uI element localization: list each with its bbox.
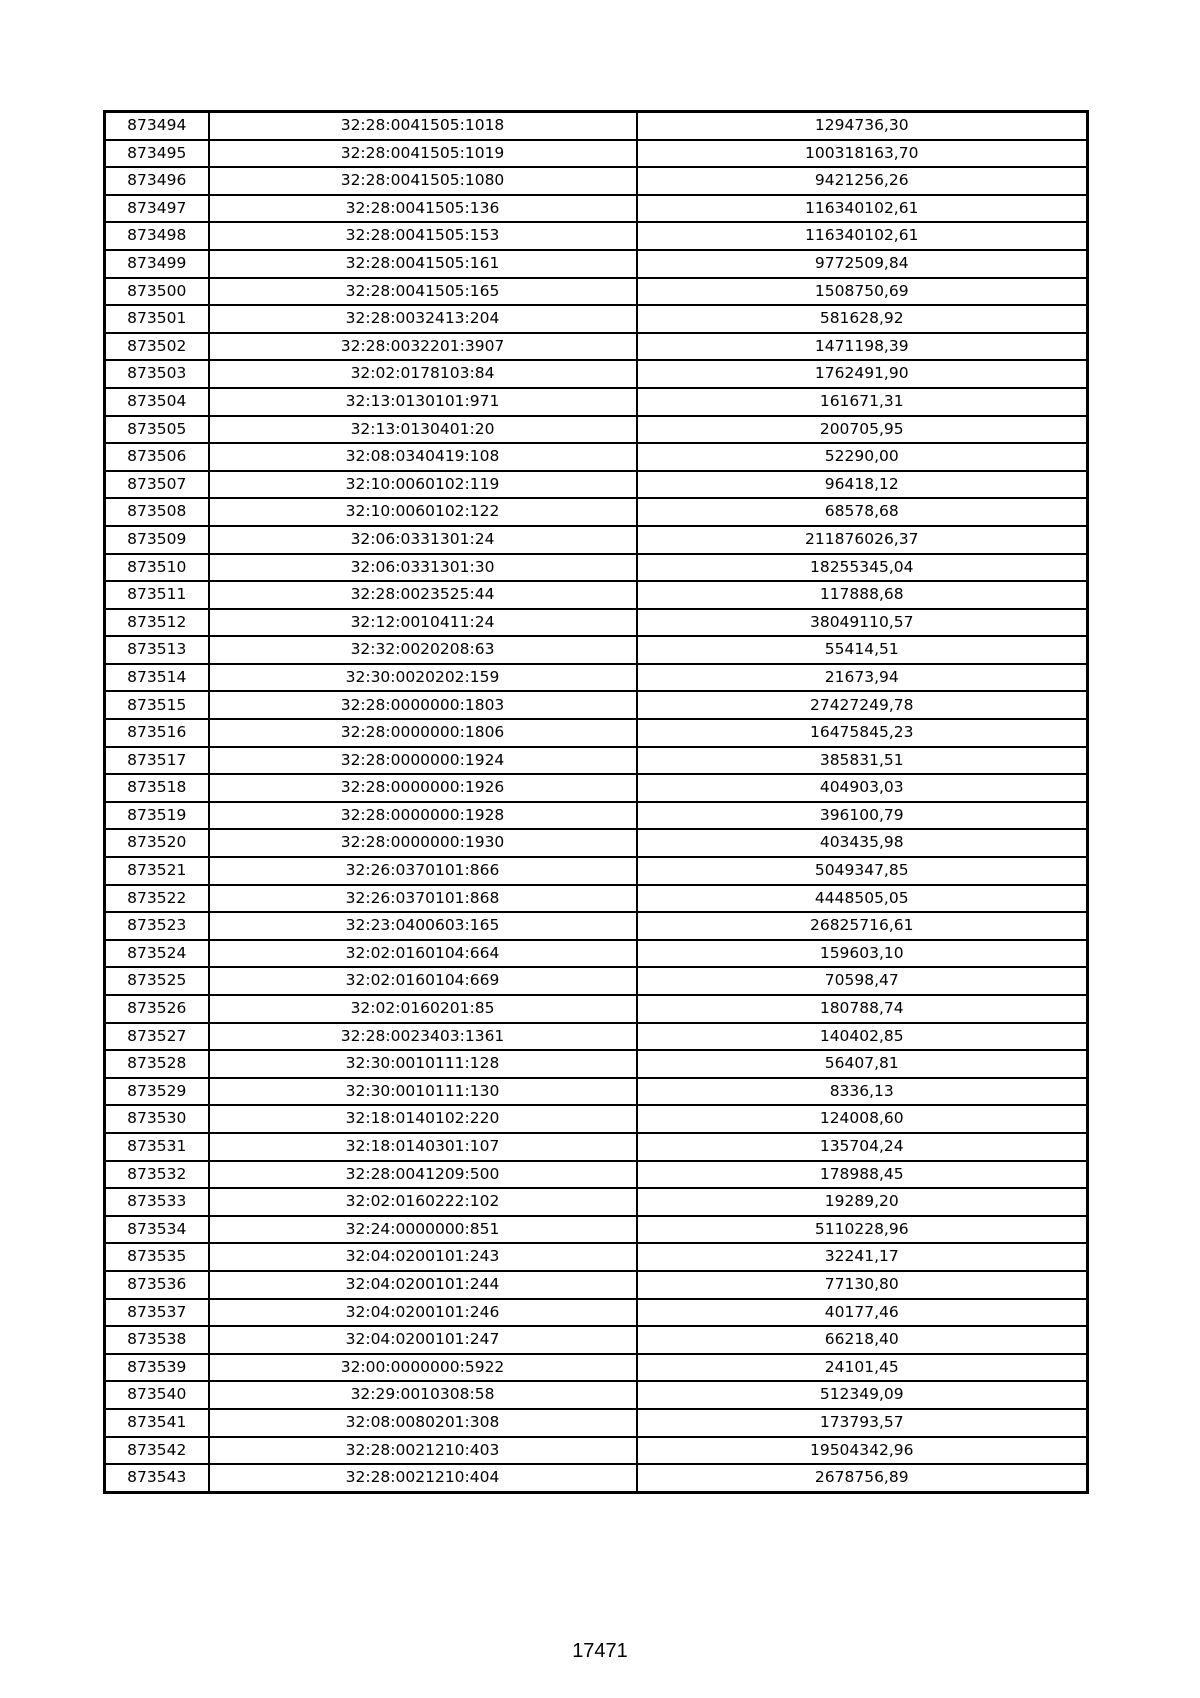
- value-cell: 117888,68: [637, 581, 1088, 609]
- table-row: [105, 940, 1088, 968]
- row-number-cell: 873537: [105, 1299, 209, 1327]
- value-cell: 2678756,89: [637, 1464, 1088, 1492]
- value-cell: 1508750,69: [637, 278, 1088, 306]
- value-cell: 68578,68: [637, 498, 1088, 526]
- table-row: [105, 995, 1088, 1023]
- row-number-cell: 873494: [105, 112, 209, 140]
- table-row: [105, 691, 1088, 719]
- cadastral-number-cell: 32:04:0200101:243: [209, 1243, 637, 1271]
- table-row: [105, 1437, 1088, 1465]
- cadastral-number-cell: 32:28:0000000:1806: [209, 719, 637, 747]
- table-row: [105, 305, 1088, 333]
- table-row: [105, 498, 1088, 526]
- cadastral-number-cell: 32:28:0041505:1018: [209, 112, 637, 140]
- cadastral-number-cell: 32:18:0140102:220: [209, 1105, 637, 1133]
- value-cell: 396100,79: [637, 802, 1088, 830]
- row-number-cell: 873516: [105, 719, 209, 747]
- table-body: [105, 112, 1088, 1493]
- table-row: [105, 829, 1088, 857]
- cadastral-number-cell: 32:24:0000000:851: [209, 1216, 637, 1244]
- table-row: [105, 1188, 1088, 1216]
- row-number-cell: 873519: [105, 802, 209, 830]
- cadastral-number-cell: 32:28:0000000:1930: [209, 829, 637, 857]
- table-row: [105, 360, 1088, 388]
- row-number-cell: 873526: [105, 995, 209, 1023]
- value-cell: 19504342,96: [637, 1437, 1088, 1465]
- table-row: [105, 112, 1088, 140]
- row-number-cell: 873527: [105, 1023, 209, 1051]
- row-number-cell: 873503: [105, 360, 209, 388]
- value-cell: 32241,17: [637, 1243, 1088, 1271]
- value-cell: 178988,45: [637, 1161, 1088, 1189]
- row-number-cell: 873528: [105, 1050, 209, 1078]
- table-row: [105, 1271, 1088, 1299]
- row-number-cell: 873538: [105, 1326, 209, 1354]
- table-row: [105, 747, 1088, 775]
- table-row: [105, 581, 1088, 609]
- table-row: [105, 1326, 1088, 1354]
- table-row: [105, 471, 1088, 499]
- table-row: [105, 609, 1088, 637]
- cadastral-number-cell: 32:06:0331301:30: [209, 554, 637, 582]
- value-cell: 55414,51: [637, 636, 1088, 664]
- cadastral-number-cell: 32:28:0041505:165: [209, 278, 637, 306]
- value-cell: 1762491,90: [637, 360, 1088, 388]
- cadastral-number-cell: 32:26:0370101:866: [209, 857, 637, 885]
- row-number-cell: 873529: [105, 1078, 209, 1106]
- row-number-cell: 873507: [105, 471, 209, 499]
- cadastral-number-cell: 32:28:0041505:1080: [209, 167, 637, 195]
- value-cell: 21673,94: [637, 664, 1088, 692]
- cadastral-value-table: [103, 110, 1089, 1494]
- row-number-cell: 873500: [105, 278, 209, 306]
- cadastral-number-cell: 32:28:0000000:1924: [209, 747, 637, 775]
- row-number-cell: 873502: [105, 333, 209, 361]
- cadastral-number-cell: 32:23:0400603:165: [209, 912, 637, 940]
- cadastral-number-cell: 32:30:0020202:159: [209, 664, 637, 692]
- table-row: [105, 1216, 1088, 1244]
- table-row: [105, 526, 1088, 554]
- value-cell: 70598,47: [637, 967, 1088, 995]
- table-row: [105, 1023, 1088, 1051]
- row-number-cell: 873531: [105, 1133, 209, 1161]
- cadastral-number-cell: 32:28:0041505:161: [209, 250, 637, 278]
- cadastral-number-cell: 32:28:0041209:500: [209, 1161, 637, 1189]
- row-number-cell: 873515: [105, 691, 209, 719]
- row-number-cell: 873512: [105, 609, 209, 637]
- table-row: [105, 636, 1088, 664]
- table-row: [105, 388, 1088, 416]
- value-cell: 56407,81: [637, 1050, 1088, 1078]
- value-cell: 5049347,85: [637, 857, 1088, 885]
- row-number-cell: 873525: [105, 967, 209, 995]
- cadastral-number-cell: 32:28:0021210:404: [209, 1464, 637, 1492]
- table-row: [105, 1381, 1088, 1409]
- value-cell: 9772509,84: [637, 250, 1088, 278]
- cadastral-number-cell: 32:12:0010411:24: [209, 609, 637, 637]
- cadastral-number-cell: 32:02:0160201:85: [209, 995, 637, 1023]
- value-cell: 52290,00: [637, 443, 1088, 471]
- row-number-cell: 873518: [105, 774, 209, 802]
- table-row: [105, 664, 1088, 692]
- cadastral-number-cell: 32:13:0130101:971: [209, 388, 637, 416]
- table-row: [105, 1464, 1088, 1492]
- table-row: [105, 416, 1088, 444]
- value-cell: 66218,40: [637, 1326, 1088, 1354]
- row-number-cell: 873506: [105, 443, 209, 471]
- value-cell: 26825716,61: [637, 912, 1088, 940]
- table-row: [105, 1299, 1088, 1327]
- row-number-cell: 873520: [105, 829, 209, 857]
- table-row: [105, 1354, 1088, 1382]
- table-row: [105, 1161, 1088, 1189]
- table-row: [105, 719, 1088, 747]
- value-cell: 24101,45: [637, 1354, 1088, 1382]
- value-cell: 161671,31: [637, 388, 1088, 416]
- table-row: [105, 1105, 1088, 1133]
- table-row: [105, 802, 1088, 830]
- row-number-cell: 873499: [105, 250, 209, 278]
- value-cell: 116340102,61: [637, 222, 1088, 250]
- value-cell: 1471198,39: [637, 333, 1088, 361]
- table-row: [105, 912, 1088, 940]
- value-cell: 135704,24: [637, 1133, 1088, 1161]
- cadastral-number-cell: 32:10:0060102:119: [209, 471, 637, 499]
- table-row: [105, 1133, 1088, 1161]
- cadastral-number-cell: 32:29:0010308:58: [209, 1381, 637, 1409]
- table-row: [105, 554, 1088, 582]
- value-cell: 116340102,61: [637, 195, 1088, 223]
- value-cell: 27427249,78: [637, 691, 1088, 719]
- row-number-cell: 873495: [105, 140, 209, 168]
- table-row: [105, 167, 1088, 195]
- value-cell: 1294736,30: [637, 112, 1088, 140]
- row-number-cell: 873534: [105, 1216, 209, 1244]
- value-cell: 180788,74: [637, 995, 1088, 1023]
- table-row: [105, 195, 1088, 223]
- cadastral-number-cell: 32:10:0060102:122: [209, 498, 637, 526]
- value-cell: 200705,95: [637, 416, 1088, 444]
- table-row: [105, 1409, 1088, 1437]
- cadastral-number-cell: 32:30:0010111:130: [209, 1078, 637, 1106]
- table-row: [105, 885, 1088, 913]
- value-cell: 211876026,37: [637, 526, 1088, 554]
- value-cell: 581628,92: [637, 305, 1088, 333]
- cadastral-number-cell: 32:04:0200101:244: [209, 1271, 637, 1299]
- row-number-cell: 873522: [105, 885, 209, 913]
- cadastral-number-cell: 32:18:0140301:107: [209, 1133, 637, 1161]
- row-number-cell: 873504: [105, 388, 209, 416]
- row-number-cell: 873511: [105, 581, 209, 609]
- cadastral-number-cell: 32:13:0130401:20: [209, 416, 637, 444]
- table-row: [105, 857, 1088, 885]
- cadastral-number-cell: 32:28:0000000:1926: [209, 774, 637, 802]
- table-row: [105, 774, 1088, 802]
- value-cell: 96418,12: [637, 471, 1088, 499]
- value-cell: 385831,51: [637, 747, 1088, 775]
- row-number-cell: 873517: [105, 747, 209, 775]
- page-number: 17471: [572, 1640, 628, 1662]
- cadastral-number-cell: 32:32:0020208:63: [209, 636, 637, 664]
- value-cell: 140402,85: [637, 1023, 1088, 1051]
- cadastral-number-cell: 32:28:0032413:204: [209, 305, 637, 333]
- cadastral-number-cell: 32:30:0010111:128: [209, 1050, 637, 1078]
- value-cell: 4448505,05: [637, 885, 1088, 913]
- cadastral-number-cell: 32:28:0023525:44: [209, 581, 637, 609]
- row-number-cell: 873536: [105, 1271, 209, 1299]
- cadastral-number-cell: 32:08:0080201:308: [209, 1409, 637, 1437]
- table-row: [105, 140, 1088, 168]
- table-row: [105, 1078, 1088, 1106]
- cadastral-number-cell: 32:06:0331301:24: [209, 526, 637, 554]
- row-number-cell: 873543: [105, 1464, 209, 1492]
- cadastral-number-cell: 32:02:0178103:84: [209, 360, 637, 388]
- cadastral-number-cell: 32:28:0021210:403: [209, 1437, 637, 1465]
- value-cell: 77130,80: [637, 1271, 1088, 1299]
- cadastral-number-cell: 32:02:0160104:664: [209, 940, 637, 968]
- row-number-cell: 873523: [105, 912, 209, 940]
- document-table-container: [103, 110, 1086, 1494]
- row-number-cell: 873541: [105, 1409, 209, 1437]
- value-cell: 100318163,70: [637, 140, 1088, 168]
- cadastral-number-cell: 32:28:0041505:136: [209, 195, 637, 223]
- row-number-cell: 873514: [105, 664, 209, 692]
- row-number-cell: 873505: [105, 416, 209, 444]
- row-number-cell: 873533: [105, 1188, 209, 1216]
- value-cell: 404903,03: [637, 774, 1088, 802]
- table-row: [105, 222, 1088, 250]
- row-number-cell: 873498: [105, 222, 209, 250]
- cadastral-number-cell: 32:28:0041505:153: [209, 222, 637, 250]
- table-row: [105, 250, 1088, 278]
- row-number-cell: 873509: [105, 526, 209, 554]
- value-cell: 403435,98: [637, 829, 1088, 857]
- row-number-cell: 873542: [105, 1437, 209, 1465]
- row-number-cell: 873530: [105, 1105, 209, 1133]
- table-row: [105, 443, 1088, 471]
- table-row: [105, 278, 1088, 306]
- row-number-cell: 873513: [105, 636, 209, 664]
- cadastral-number-cell: 32:04:0200101:247: [209, 1326, 637, 1354]
- value-cell: 19289,20: [637, 1188, 1088, 1216]
- table-row: [105, 1243, 1088, 1271]
- cadastral-number-cell: 32:00:0000000:5922: [209, 1354, 637, 1382]
- value-cell: 40177,46: [637, 1299, 1088, 1327]
- cadastral-number-cell: 32:02:0160222:102: [209, 1188, 637, 1216]
- cadastral-number-cell: 32:28:0000000:1803: [209, 691, 637, 719]
- value-cell: 124008,60: [637, 1105, 1088, 1133]
- cadastral-number-cell: 32:08:0340419:108: [209, 443, 637, 471]
- value-cell: 512349,09: [637, 1381, 1088, 1409]
- row-number-cell: 873508: [105, 498, 209, 526]
- row-number-cell: 873501: [105, 305, 209, 333]
- table-row: [105, 333, 1088, 361]
- cadastral-number-cell: 32:02:0160104:669: [209, 967, 637, 995]
- value-cell: 9421256,26: [637, 167, 1088, 195]
- cadastral-number-cell: 32:28:0023403:1361: [209, 1023, 637, 1051]
- row-number-cell: 873496: [105, 167, 209, 195]
- value-cell: 38049110,57: [637, 609, 1088, 637]
- value-cell: 159603,10: [637, 940, 1088, 968]
- cadastral-number-cell: 32:28:0032201:3907: [209, 333, 637, 361]
- row-number-cell: 873521: [105, 857, 209, 885]
- cadastral-number-cell: 32:28:0000000:1928: [209, 802, 637, 830]
- row-number-cell: 873510: [105, 554, 209, 582]
- row-number-cell: 873535: [105, 1243, 209, 1271]
- value-cell: 5110228,96: [637, 1216, 1088, 1244]
- row-number-cell: 873540: [105, 1381, 209, 1409]
- table-row: [105, 1050, 1088, 1078]
- cadastral-number-cell: 32:04:0200101:246: [209, 1299, 637, 1327]
- value-cell: 173793,57: [637, 1409, 1088, 1437]
- row-number-cell: 873539: [105, 1354, 209, 1382]
- cadastral-number-cell: 32:26:0370101:868: [209, 885, 637, 913]
- value-cell: 8336,13: [637, 1078, 1088, 1106]
- value-cell: 16475845,23: [637, 719, 1088, 747]
- value-cell: 18255345,04: [637, 554, 1088, 582]
- row-number-cell: 873524: [105, 940, 209, 968]
- row-number-cell: 873532: [105, 1161, 209, 1189]
- row-number-cell: 873497: [105, 195, 209, 223]
- cadastral-number-cell: 32:28:0041505:1019: [209, 140, 637, 168]
- table-row: [105, 967, 1088, 995]
